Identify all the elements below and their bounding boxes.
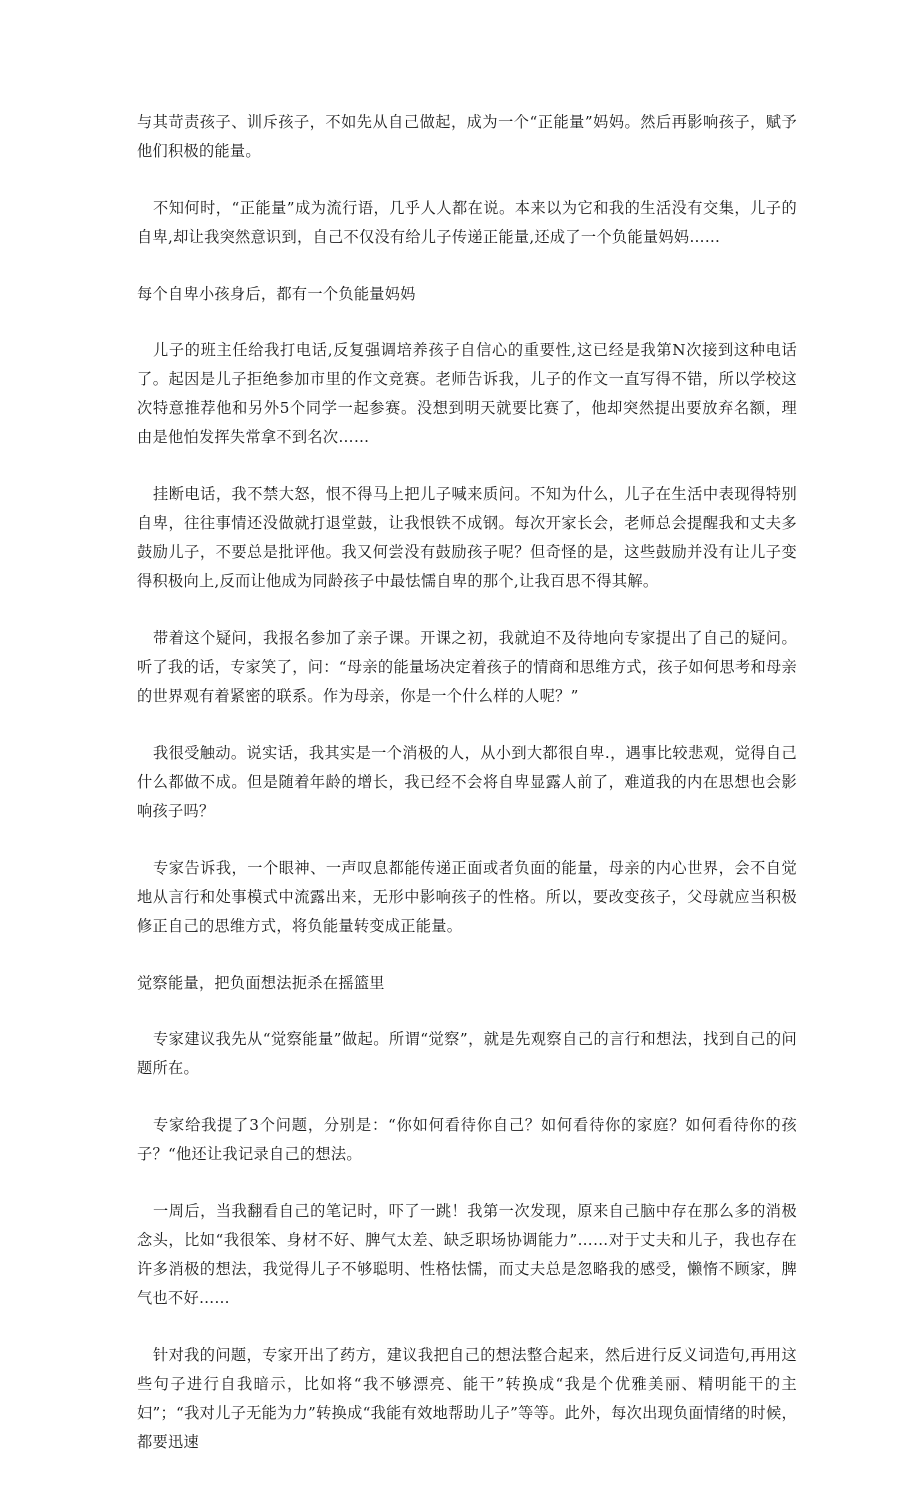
section-heading: 觉察能量，把负面想法扼杀在摇篮里: [137, 974, 385, 992]
body-paragraph: 专家给我提了3个问题，分别是：“你如何看待你自己？如何看待你的家庭？如何看待你的孩子？“他还让我记录自己的想法。: [137, 1116, 797, 1163]
body-paragraph: 专家建议我先从“觉察能量”做起。所谓“觉察”，就是先观察自己的言行和想法，找到自己的问题所在。: [137, 1030, 797, 1077]
body-paragraph: 带着这个疑问，我报名参加了亲子课。开课之初，我就迫不及待地向专家提出了自己的疑问。听了我的话，专家笑了，问：“母亲的能量场决定着孩子的情商和思维方式，孩子如何思考和母亲的世界观有着紧密的联系。作为母亲，你是一个什么样的人呢？”: [137, 629, 797, 705]
body-paragraph: 针对我的问题，专家开出了药方，建议我把自己的想法整合起来，然后进行反义词造句,再用这些句子进行自我暗示，比如将“我不够漂亮、能干”转换成“我是个优雅美丽、精明能干的主妇”；“我对儿子无能为力”转换成“我能有效地帮助儿子”等等。此外，每次出现负面情绪的时候，都要迅速: [137, 1346, 797, 1451]
body-paragraph: 儿子的班主任给我打电话,反复强调培养孩子自信心的重要性,这已经是我第N次接到这种电话了。起因是儿子拒绝参加市里的作文竞赛。老师告诉我，儿子的作文一直写得不错，所以学校这次特意推荐他和另外5个同学一起参赛。没想到明天就要比赛了，他却突然提出要放弃名额，理由是他怕发挥失常拿不到名次……: [137, 341, 797, 446]
document-page: [137, 108, 797, 1485]
section-heading: 每个自卑小孩身后，都有一个负能量妈妈: [137, 285, 416, 303]
body-paragraph: 专家告诉我，一个眼神、一声叹息都能传递正面或者负面的能量，母亲的内心世界，会不自觉地从言行和处事模式中流露出来，无形中影响孩子的性格。所以，要改变孩子，父母就应当积极修正自己的思维方式，将负能量转变成正能量。: [137, 859, 797, 935]
intro-paragraph: 与其苛责孩子、训斥孩子，不如先从自己做起，成为一个“正能量”妈妈。然后再影响孩子，赋予他们积极的能量。: [137, 113, 797, 160]
body-paragraph: 我很受触动。说实话，我其实是一个消极的人，从小到大都很自卑.，遇事比较悲观，觉得自己什么都做不成。但是随着年龄的增长，我已经不会将自卑显露人前了，难道我的内在思想也会影响孩子吗？: [137, 744, 797, 820]
body-paragraph: 挂断电话，我不禁大怒，恨不得马上把儿子喊来质问。不知为什么，儿子在生活中表现得特别自卑，往往事情还没做就打退堂鼓，让我恨铁不成钢。每次开家长会，老师总会提醒我和丈夫多鼓励儿子，不要总是批评他。我又何尝没有鼓励孩子呢？但奇怪的是，这些鼓励并没有让儿子变得积极向上,反而让他成为同龄孩子中最怯懦自卑的那个,让我百思不得其解。: [137, 485, 797, 590]
body-paragraph: 不知何时，“正能量”成为流行语，几乎人人都在说。本来以为它和我的生活没有交集，儿子的自卑,却让我突然意识到，自己不仅没有给儿子传递正能量,还成了一个负能量妈妈……: [137, 199, 797, 246]
body-paragraph: 一周后，当我翻看自己的笔记时，吓了一跳！我第一次发现，原来自己脑中存在那么多的消极念头，比如“我很笨、身材不好、脾气太差、缺乏职场协调能力”……对于丈夫和儿子，我也存在许多消极的想法，我觉得儿子不够聪明、性格怯懦，而丈夫总是忽略我的感受，懒惰不顾家，脾气也不好……: [137, 1202, 797, 1307]
